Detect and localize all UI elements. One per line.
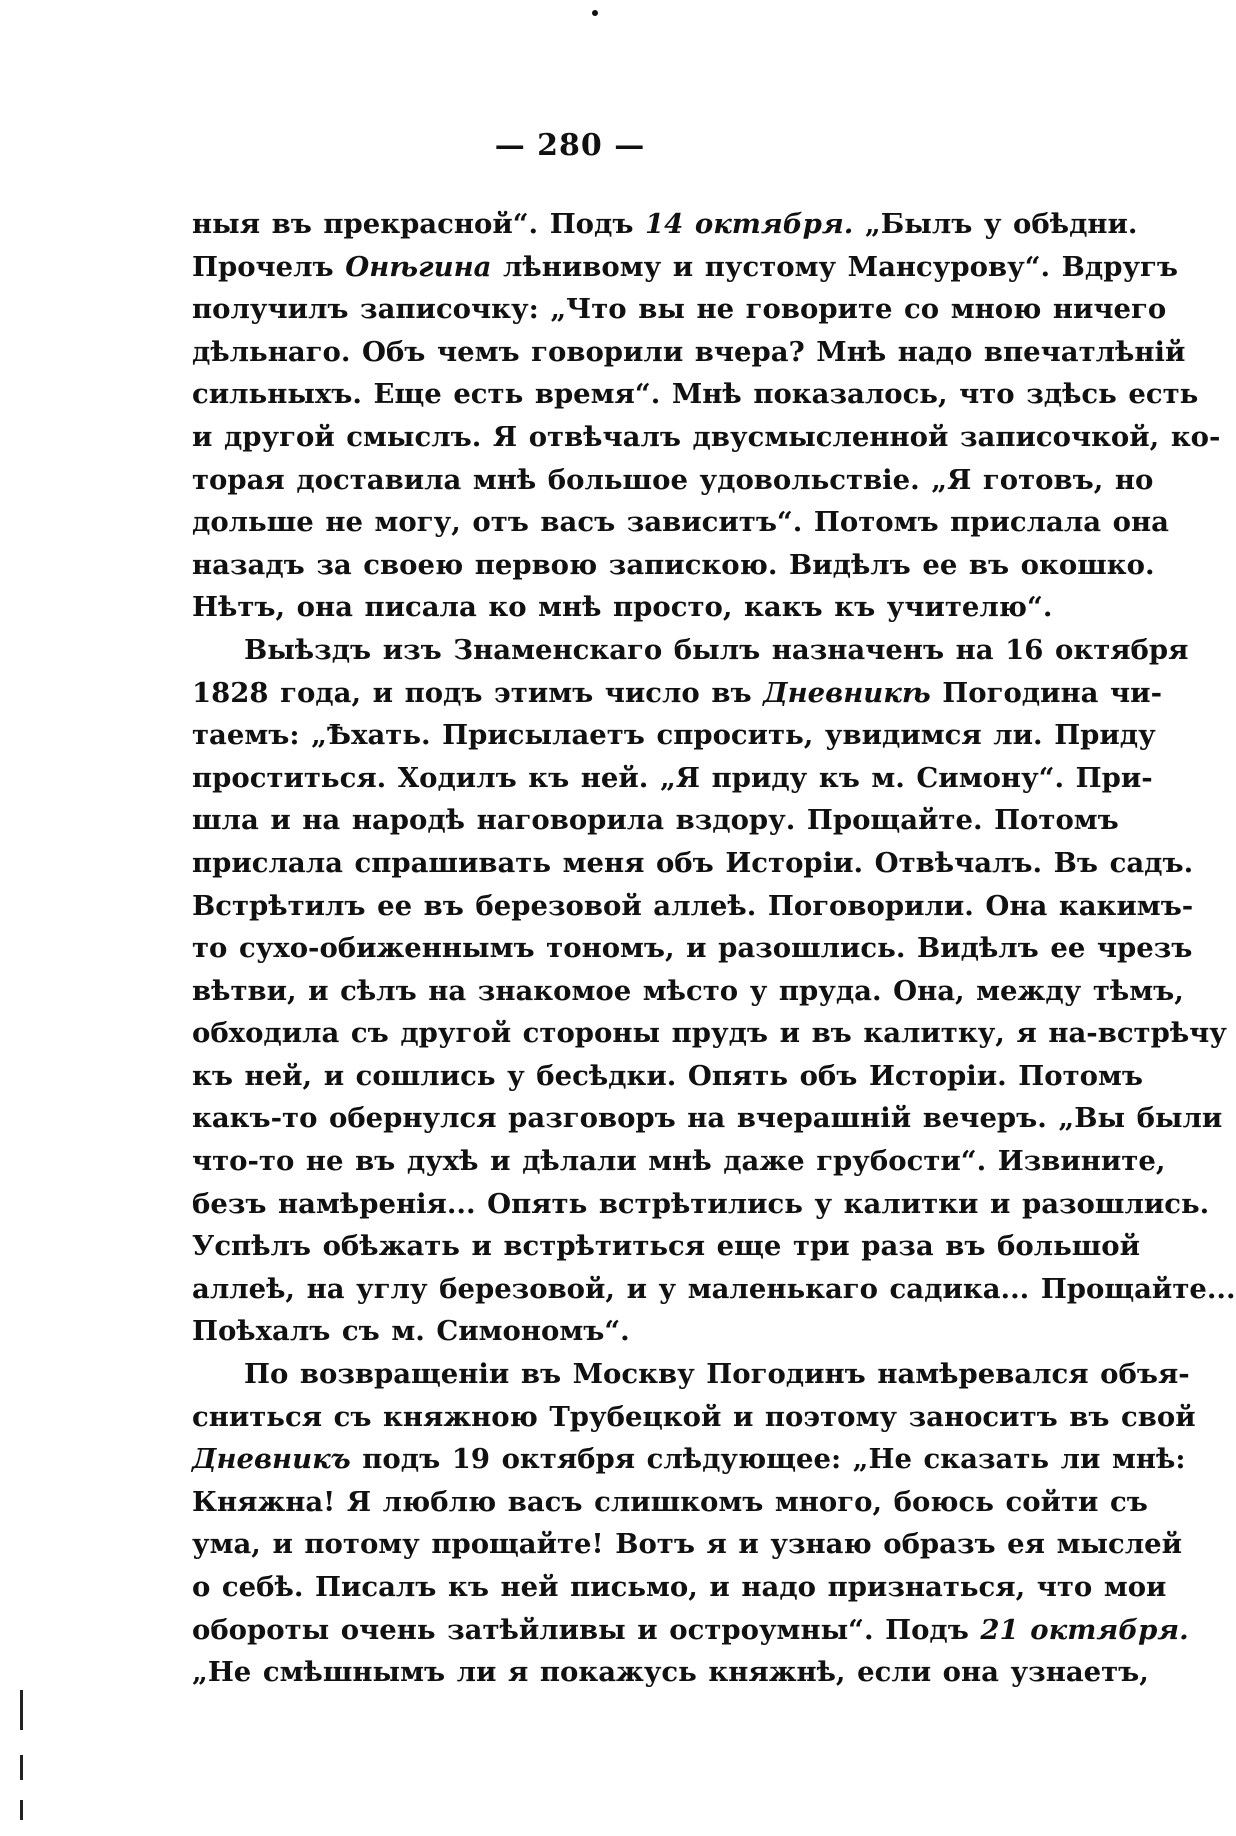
ink-dot: [592, 10, 598, 16]
text-line: [192, 714, 1156, 757]
text-span: безъ намѣренія... Опять встрѣтились у калитки и разошлись.: [192, 1187, 1210, 1220]
text-line: [192, 1310, 1052, 1353]
text-line: [192, 373, 1199, 416]
text-span: 1828 года, и подъ этимъ число въ: [192, 676, 764, 709]
text-span: Погодина чи-: [930, 676, 1162, 709]
text-line: [192, 1012, 1227, 1055]
margin-mark: [20, 1800, 23, 1820]
text-span: Выѣздъ изъ Знаменскаго былъ назначенъ на 16 октября: [244, 633, 1189, 666]
text-span: торая доставила мнѣ большое удовольствіе. „Я готовъ, но: [192, 463, 1154, 496]
margin-mark: [20, 1690, 23, 1730]
text-span: „Не смѣшнымъ ли я покажусь княжнѣ, если она узнаетъ,: [192, 1656, 1149, 1689]
text-span: Княжна! Я люблю васъ слишкомъ много, боюсь сойти съ: [192, 1485, 1148, 1518]
text-span: проститься. Ходилъ къ ней. „Я приду къ м. Симону“. При-: [192, 761, 1153, 794]
text-span: прислала спрашивать меня объ Исторіи. Отвѣчалъ. Въ садъ.: [192, 846, 1194, 879]
text-line: [192, 672, 1162, 715]
text-span: обороты очень затѣйливы и остроумны“. Подъ: [192, 1613, 981, 1646]
text-line: [192, 1353, 1190, 1396]
margin-mark: [20, 1755, 23, 1780]
text-span: обходила съ другой стороны прудъ и въ калитку, я на-встрѣчу: [192, 1017, 1227, 1050]
text-line: [192, 1438, 1186, 1481]
text-line: [192, 757, 1153, 800]
text-span: По возвращеніи въ Москву Погодинъ намѣревался объя-: [244, 1358, 1190, 1391]
text-line: [192, 501, 1169, 544]
text-span: подъ 19 октября слѣдующее: „Не сказать ли мнѣ:: [350, 1443, 1186, 1476]
italic-text: Дневникѣ: [763, 676, 931, 709]
text-span: получилъ записочку: „Что вы не говорите со мною ничего: [192, 293, 1167, 326]
text-span: что-то не въ духѣ и дѣлали мнѣ даже грубости“. Извините,: [192, 1145, 1166, 1178]
text-span: вѣтви, и сѣлъ на знакомое мѣсто у пруда. Она, между тѣмъ,: [192, 974, 1184, 1007]
text-span: назадъ за своею первою запискою. Видѣлъ ее въ окошко.: [192, 548, 1155, 581]
text-line: [192, 331, 1186, 374]
text-line: [192, 799, 1119, 842]
text-line: [192, 1268, 1236, 1311]
text-line: [192, 1140, 1166, 1183]
text-span: ума, и потому прощайте! Вотъ я и узнаю образъ ея мыслей: [192, 1528, 1183, 1561]
text-line: [192, 1523, 1183, 1566]
text-span: таемъ: „Ѣхать. Присылаетъ спросить, увидимся ли. Приду: [192, 719, 1156, 752]
text-line: [192, 1609, 1189, 1652]
text-line: [192, 544, 1155, 587]
text-span: сниться съ княжною Трубецкой и поэтому заноситъ въ свой: [192, 1400, 1196, 1433]
text-line: [192, 629, 1189, 672]
text-span: Нѣтъ, она писала ко мнѣ просто, какъ къ учителю“.: [192, 591, 1053, 624]
italic-text: 21 октября.: [980, 1613, 1189, 1646]
text-span: и другой смыслъ. Я отвѣчалъ двусмысленной записочкой, ко-: [192, 420, 1221, 453]
text-span: то сухо-обиженнымъ тономъ, и разошлись. Видѣлъ ее чрезъ: [192, 932, 1193, 965]
text-span: къ ней, и сошлись у бесѣдки. Опять объ Исторіи. Потомъ: [192, 1059, 1143, 1092]
text-line: [192, 1055, 1143, 1098]
text-span: лѣнивому и пустому Мансурову“. Вдругъ: [491, 250, 1179, 283]
text-line: [192, 1481, 1148, 1524]
text-span: сильныхъ. Еще есть время“. Мнѣ показалось, что здѣсь есть: [192, 378, 1199, 411]
text-span: какъ-то обернулся разговоръ на вчерашній вечеръ. „Вы были: [192, 1102, 1223, 1135]
italic-text: Онѣгина: [345, 250, 492, 283]
text-span: Поѣхалъ съ м. Симономъ“.: [192, 1315, 630, 1348]
text-line: [192, 1183, 1210, 1226]
text-span: дольше не могу, отъ васъ зависитъ“. Потомъ прислала она: [192, 506, 1169, 539]
text-line: [192, 1225, 1141, 1268]
text-span: Успѣлъ обѣжать и встрѣтиться еще три раза въ большой: [192, 1230, 1141, 1263]
text-span: Прочелъ: [192, 250, 346, 283]
text-line: [192, 1396, 1196, 1439]
text-line: [192, 1097, 1223, 1140]
text-line: [192, 288, 1167, 331]
text-span: шла и на народѣ наговорила вздору. Прощайте. Потомъ: [192, 804, 1119, 837]
text-line: [192, 246, 1179, 289]
text-line: [192, 1651, 1149, 1694]
text-span: „Былъ у обѣдни.: [853, 208, 1138, 240]
text-span: аллеѣ, на углу березовой, и у маленькаго садика... Прощайте...: [192, 1272, 1236, 1305]
text-line: [192, 459, 1154, 502]
body-text: [192, 203, 1236, 1694]
text-line: [192, 970, 1184, 1013]
text-line: [192, 885, 1194, 928]
italic-text: Дневникъ: [192, 1443, 351, 1476]
text-span: о себѣ. Писалъ къ ней письмо, и надо признаться, что мои: [192, 1571, 1167, 1603]
text-span: ныя въ прекрасной“. Подъ: [192, 208, 646, 240]
text-line: [192, 203, 1138, 246]
text-line: [192, 1566, 1167, 1609]
text-span: Встрѣтилъ ее въ березовой аллеѣ. Поговорили. Она какимъ-: [192, 889, 1194, 922]
text-line: [192, 927, 1193, 970]
text-line: [192, 586, 1052, 629]
page-number: — 280 —: [494, 128, 646, 163]
italic-text: 14 октября.: [645, 208, 854, 240]
text-span: дѣльнаго. Объ чемъ говорили вчера? Мнѣ надо впечатлѣній: [192, 335, 1186, 368]
text-line: [192, 416, 1221, 459]
text-line: [192, 842, 1194, 885]
